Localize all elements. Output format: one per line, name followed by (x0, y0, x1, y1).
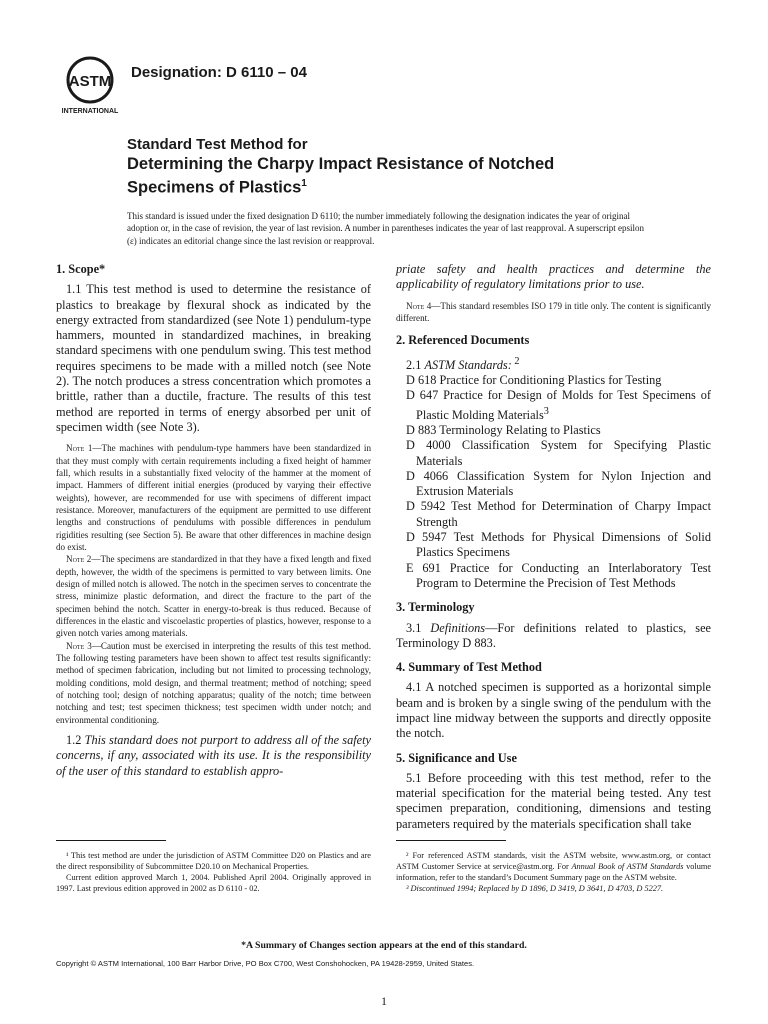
section-heading-terminology: 3. Terminology (396, 600, 475, 615)
document-title (127, 136, 687, 198)
footnote-1-edition: Current edition approved March 1, 2004. Published April 2004. Originally approved in 1997. Last previous edition approved in 2002 as D 6110 - 02. (56, 873, 371, 893)
reference-item[interactable]: D 618 Practice for Conditioning Plastics for Testing (406, 372, 662, 387)
section-heading-summary: 4. Summary of Test Method (396, 660, 542, 675)
paragraph-1-2-continued: priate safety and health practices and determine the applicability of regulatory limitations prior to use. (396, 262, 711, 292)
footnote-rule (396, 840, 506, 841)
note-1: Note 1—The machines with pendulum-type hammers have been standardized in that they must comply with certain requirements including a fixed height of hammer fall, which results in a substantially fixed velocity of the hammer at the moment of impact. Hammers of different initial energies (produced by varying their effective weights), however, are recommended for use with specimens of different impact resistance. Moreover, manufacturers of the equipment are permitted to use different lengths and constructions of pendulums with possible differences in pendulum rigidities resulting (see Section 5). Be aware that other differences in machine design do exist. (56, 443, 371, 553)
right-column (396, 262, 711, 832)
referenced-documents-intro: 2.1 ASTM Standards: $^2$ (406, 355, 520, 372)
paragraph-1-1: 1.1 This test method is used to determine the resistance of plastics to breakage by flexural shock as indicated by the energy extracted from standardized (see Note 1) pendulum-type hammers, mounted in standardized machines, in breaking standard specimens with one pendulum swing. This test method requires specimens to be made with a milled notch (see Note 2). The notch produces a stress concentration which promotes a brittle, rather than a ductile, fracture. The results of this test method are reported in terms of energy absorbed per unit of specimen width (see Note 3). (56, 282, 371, 434)
footnote-rule (56, 840, 166, 841)
footnote-2: ² For referenced ASTM standards, visit the ASTM website, www.astm.org, or contact ASTM Customer Service at service@astm.org. For Annual Book of ASTM Standards volume information, refer to the standard’s Document Summary page on the ASTM website. (396, 851, 712, 882)
reference-item[interactable]: D 5942 Test Method for Determination of Charpy Impact Strength (406, 499, 711, 529)
note-4: Note 4—This standard resembles ISO 179 in title only. The content is significantly different. (396, 300, 711, 323)
footnotes-left (56, 850, 371, 894)
copyright: Copyright © ASTM International, 100 Barr Harbor Drive, PO Box C700, West Conshohocken, PA 19428-2959, United States. (56, 959, 475, 968)
title-line-3: Specimens of Plastics$^1$ (127, 178, 307, 197)
paragraph-1-2: 1.2 This standard does not purport to address all of the safety concerns, if any, associated with its use. It is the responsibility of the user of this standard to establish appro- (56, 733, 371, 778)
reference-item[interactable]: D 883 Terminology Relating to Plastics (406, 422, 601, 437)
reference-item[interactable]: D 4066 Classification System for Nylon Injection and Extrusion Materials (406, 468, 711, 499)
astm-logo-icon (58, 53, 122, 117)
reference-item[interactable]: D 4000 Classification System for Specifying Plastic Materials (406, 438, 711, 468)
svg-text:ASTM: ASTM (68, 73, 112, 90)
summary-of-changes-note: *A Summary of Changes section appears at the end of this standard. (241, 940, 527, 951)
title-line-2: Determining the Charpy Impact Resistance of Notched (127, 155, 555, 173)
title-line-1: Standard Test Method for (127, 136, 308, 153)
reference-item[interactable]: D 5947 Test Methods for Physical Dimensions of Solid Plastics Specimens (406, 530, 711, 560)
paragraph-4-1: 4.1 A notched specimen is supported as a horizontal simple beam and is broken by a single swing of the pendulum with the impact line midway between the supports and directly opposite the notch. (396, 680, 711, 741)
note-2: Note 2—The specimens are standardized in that they have a fixed length and fixed depth, however, the width of the specimens is permitted to vary between limits. One design of milled notch is allowed. The notch in the specimen serves to concentrate the stress, minimize plastic deformation, and direct the fracture to the part of the specimen behind the notch. Scatter in energy-to-break is thus reduced. Because of differences in the elastic and viscoelastic properties of plastics, however, response to a given notch varies among materials. (56, 554, 371, 639)
paragraph-5-1: 5.1 Before proceeding with this test method, refer to the material specification for the material being tested. Any test specimen preparation, conditioning, dimensions and testing parameters required by the materials specification shall take (396, 770, 711, 831)
section-heading-scope: 1. Scope* (56, 262, 106, 276)
left-column (56, 262, 371, 779)
footnotes-right (396, 850, 711, 894)
svg-text:INTERNATIONAL: INTERNATIONAL (61, 108, 119, 115)
footnote-3: ³ Discontinued 1994; Replaced by D 1896, D 3419, D 3641, D 4703, D 5227. (406, 884, 664, 893)
footnote-1: ¹ This test method are under the jurisdiction of ASTM Committee D20 on Plastics and are the direct responsibility of Subcommittee D20.10 on Mechanical Properties. (56, 851, 371, 871)
issue-note: This standard is issued under the fixed designation D 6110; the number immediately following the designation indicates the year of original adoption or, in the case of revision, the year of last revision. A number in parentheses indicates the year of last reapproval. A superscript epsilon (ε) indicates an editorial change since the last revision or reapproval. (127, 211, 644, 246)
title-footnote-ref[interactable]: 1 (301, 178, 307, 189)
section-heading-referenced-documents: 2. Referenced Documents (396, 333, 530, 348)
reference-item[interactable]: E 691 Practice for Conducting an Interlaboratory Test Program to Determine the Precision of Test Methods (406, 560, 711, 590)
section-heading-significance: 5. Significance and Use (396, 750, 517, 765)
designation: Designation: D 6110 – 04 (131, 64, 307, 81)
page-number: 1 (381, 994, 387, 1008)
paragraph-3-1: 3.1 Definitions—For definitions related to plastics, see Terminology D 883. (396, 620, 711, 650)
note-3: Note 3—Caution must be exercised in interpreting the results of this test method. The following testing parameters have been shown to affect test results significantly: method of specimen fabrication, including but not limited to processing technology, molding conditions, mold design, and thermal treatment; method of notching; speed of notching tool; design of notching apparatus; quality of the notch; time between notching and test; test specimen thickness; test specimen width under notch; and environmental conditioning. (56, 640, 371, 725)
reference-item[interactable]: D 647 Practice for Design of Molds for Test Specimens of Plastic Molding Materials$^3$ (406, 388, 711, 422)
astm-logo (58, 53, 122, 117)
